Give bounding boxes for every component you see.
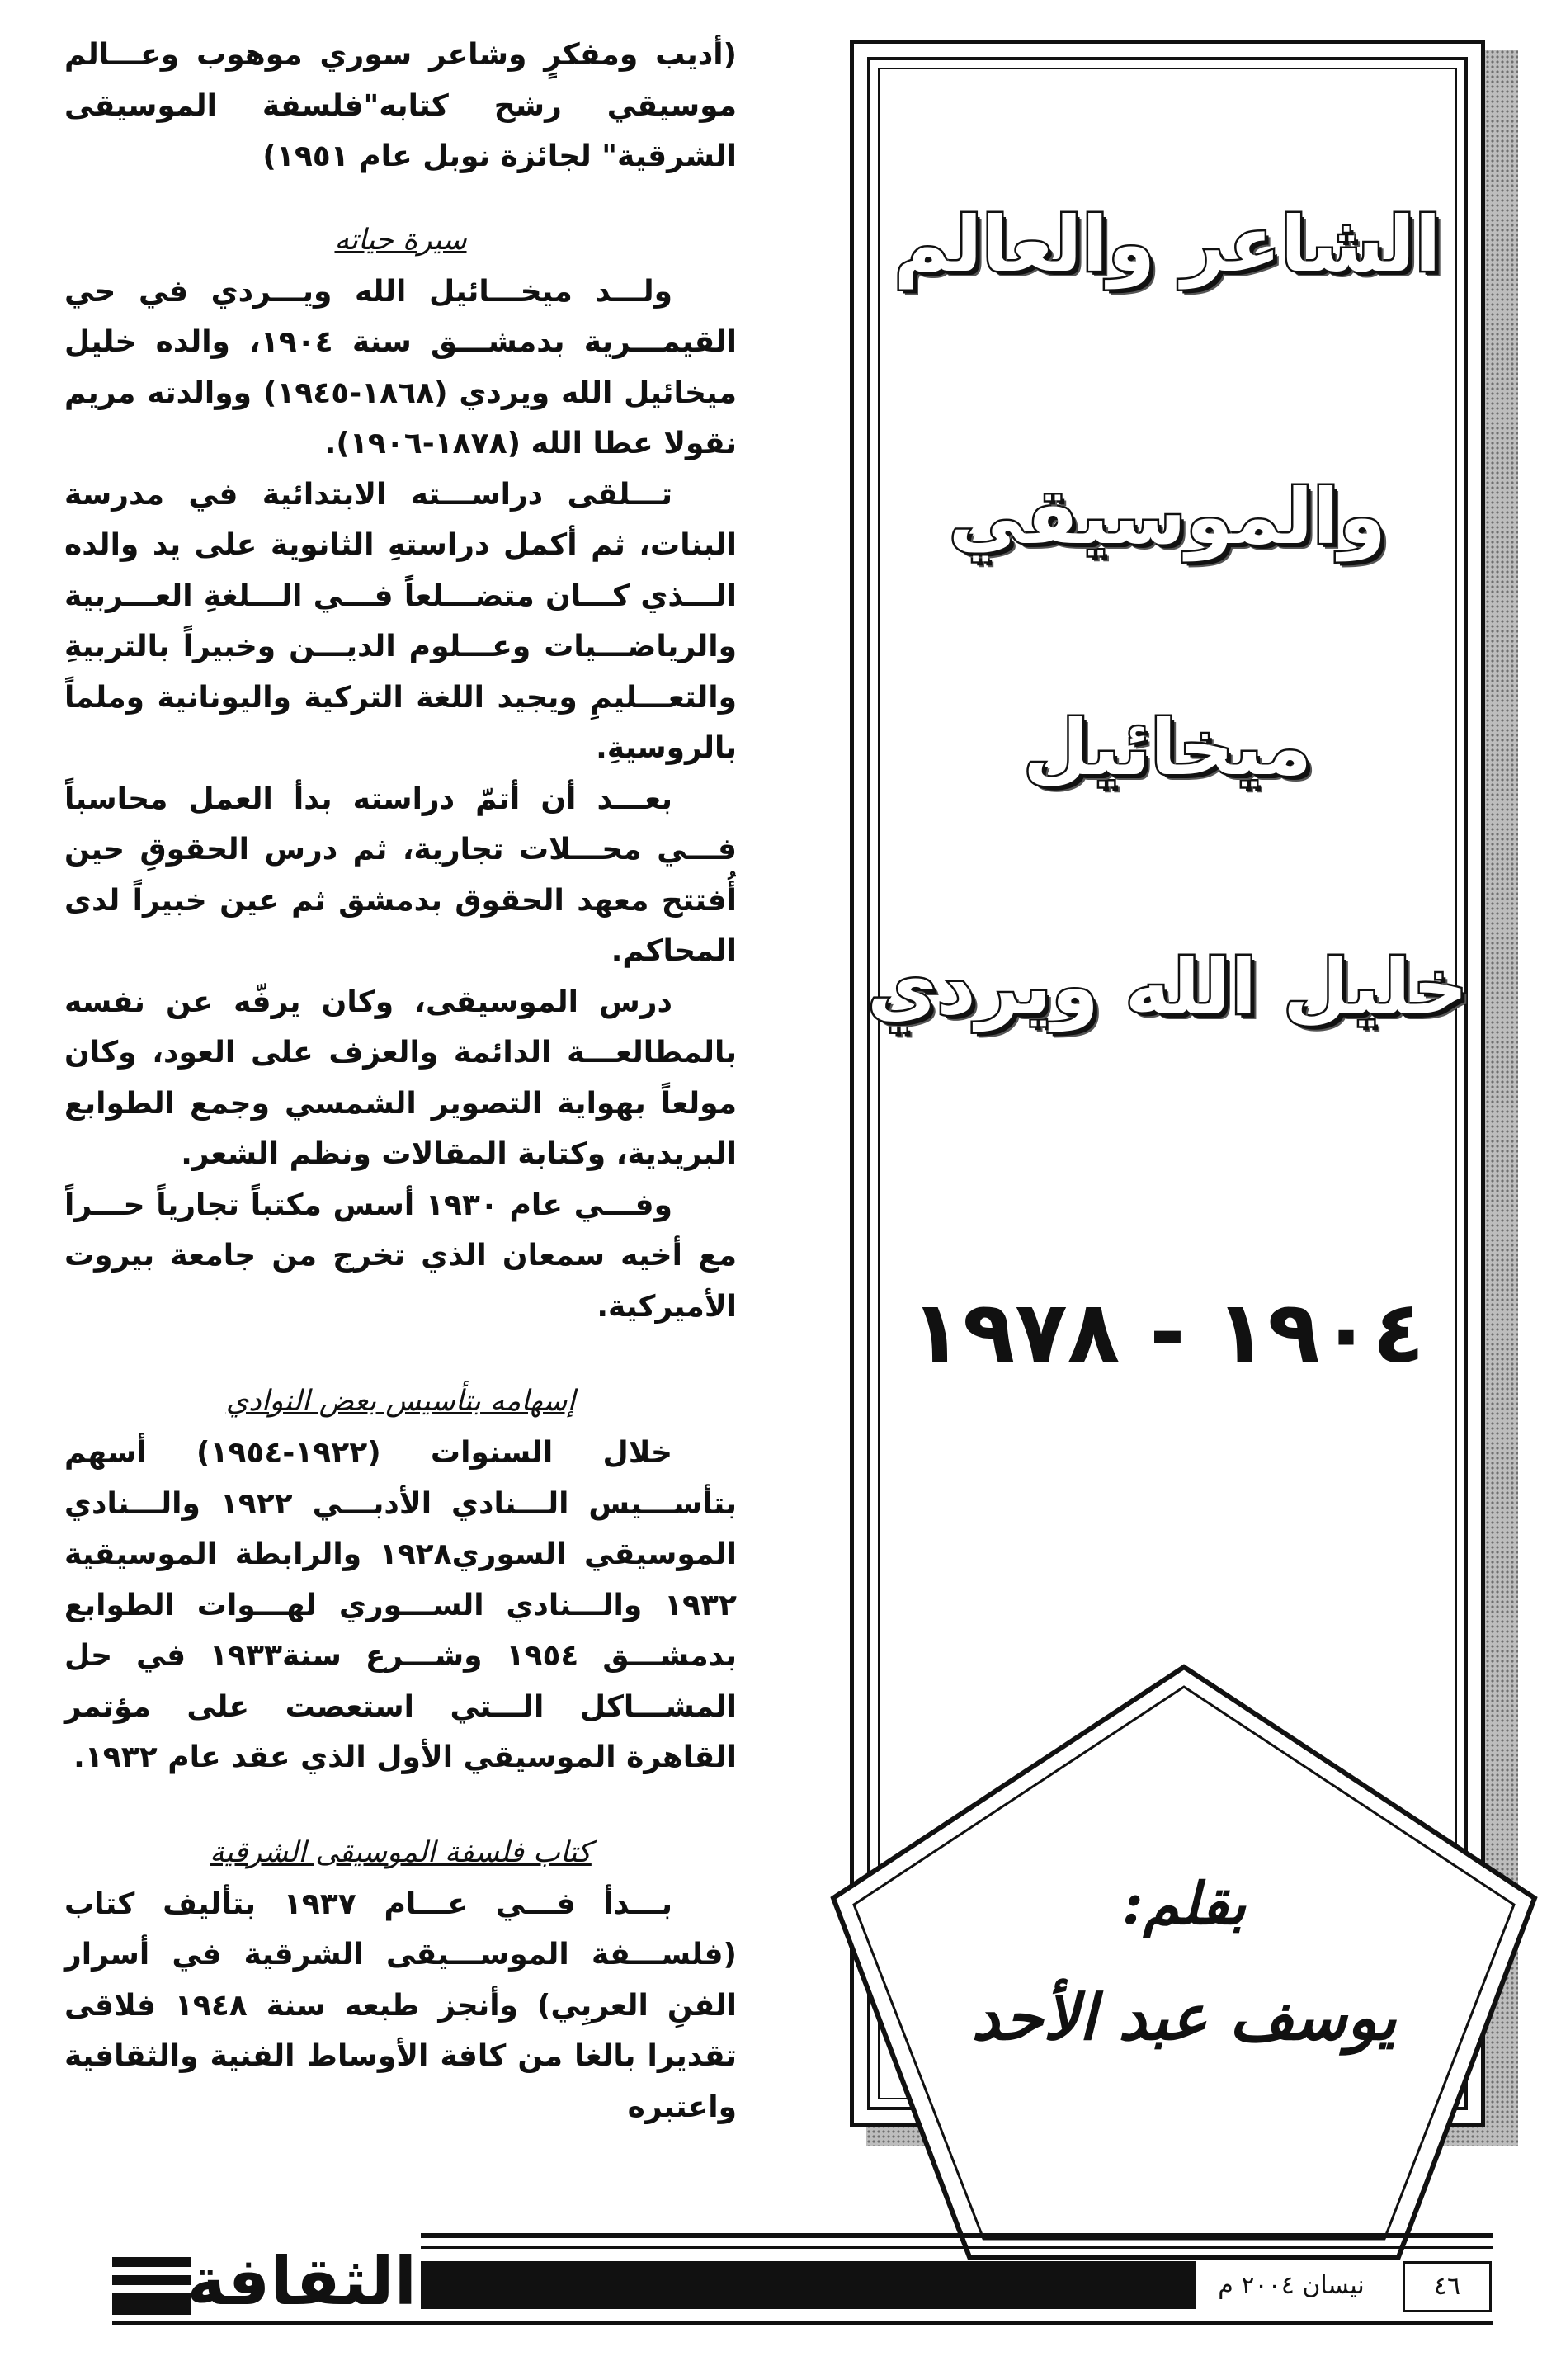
title-years: ١٩٠٤ - ١٩٧٨ <box>910 1282 1425 1382</box>
author-name: يوسف عبد الأحد <box>971 1981 1397 2054</box>
title-line-1: الشاعر والعالم <box>894 201 1441 289</box>
title-line-3: ميخائيل <box>1023 704 1312 792</box>
paragraph: تـــلقى دراســـته الابتدائية في مدرسة البنات، ثم أكمل دراستهِ الثانوية على يد والده الـــذي كـــان متضـــلعاً فـــي الـــلغةِ العـــربية والرياضـــيات وعـــلوم الديـــن وخبيراً بالتربيةِ والتعـــليمِ ويجيد اللغة التركية واليونانية وملماً بالروسيةِ. <box>64 477 737 765</box>
section-heading-book: كتاب فلسفة الموسيقى الشرقية <box>210 1835 592 1869</box>
paragraph: ولـــد ميخـــائيل الله ويـــردي في حي القيمـــرية بدمشـــق سنة ١٩٠٤، والده خليل ميخائيل الله ويردي (١٨٦٨-١٩٤٥) ووالدته مريم نقولا عطا الله (١٨٧٨-١٩٠٦). <box>64 274 737 460</box>
section-heading-clubs: إسهامه بتأسيس بعض النوادي <box>225 1385 576 1418</box>
footer-rule-bottom <box>112 2321 1493 2325</box>
footer-rule <box>421 2246 1493 2249</box>
magazine-logo: الثقافة <box>186 2243 417 2320</box>
byline-pentagon <box>817 1650 1551 2278</box>
pentagon-shape <box>817 1650 1551 2278</box>
paragraph: بـــدأ فـــي عـــام ١٩٣٧ بتأليف كتاب (فلســـفة الموســـيقى الشرقية في أسرار الفنِ العربِي) وأنجز طبعه سنة ١٩٤٨ فلاقى تقديرا بالغا من كافة الأوساط الفنية والثقافية واعتبره <box>64 1887 737 2124</box>
paragraph: بعـــد أن أتمّ دراسته بدأ العمل محاسباً فـــي محـــلات تجارية، ثم درس الحقوقِ حين أُفتتح معهد الحقوق بدمشق ثم عين خبيراً لدى المحاكم. <box>64 782 737 968</box>
section-heading-biography: سيرة حياته <box>334 223 467 257</box>
article-intro: (أديب ومفكرٍ وشاعر سوري موهوب وعـــالم موسيقي رشح كتابه"فلسفة الموسيقى الشرقية" لجائزة نوبل عام ١٩٥١) <box>64 38 737 173</box>
title-line-4: خليل الله ويردي <box>867 943 1468 1032</box>
article-body <box>64 30 737 2167</box>
footer-thick-bar <box>421 2261 1196 2309</box>
footer-rule <box>421 2233 1493 2238</box>
page-footer <box>0 2212 1561 2327</box>
paragraph: وفـــي عام ١٩٣٠ أسس مكتباً تجارياً حـــراً مع أخيه سمعان الذي تخرج من جامعة بيروت الأميركية. <box>64 1188 737 1324</box>
paragraph: خلال السنوات (١٩٢٢-١٩٥٤) أسهم بتأســـيس الـــنادي الأدبـــي ١٩٢٢ والـــنادي الموسيقي السوري١٩٢٨ والرابطة الموسيقية ١٩٣٢ والـــنادي الســـوري لهـــوات الطوابع بدمشـــق ١٩٥٤ وشـــرع سنة١٩٣٣ في حل المشـــاكل الـــتي استعصت على مؤتمر القاهرة الموسيقي الأول الذي عقد عام ١٩٣٢. <box>64 1436 737 1774</box>
footer-bars-decoration <box>112 2257 191 2315</box>
page-number: ٤٦ <box>1403 2261 1492 2312</box>
title-line-2: والموسيقي <box>949 473 1386 561</box>
paragraph: درس الموسيقى، وكان يرفّه عن نفسه بالمطالعـــة الدائمة والعزف على العود، وكان مولعاً بهواية التصوير الشمسي وجمع الطوابع البريدية، وكتابة المقالات ونظم الشعر. <box>64 985 737 1171</box>
byline-label: بقلم: <box>1121 1869 1247 1938</box>
issue-date: نيسان ٢٠٠٤ م <box>1218 2271 1365 2300</box>
